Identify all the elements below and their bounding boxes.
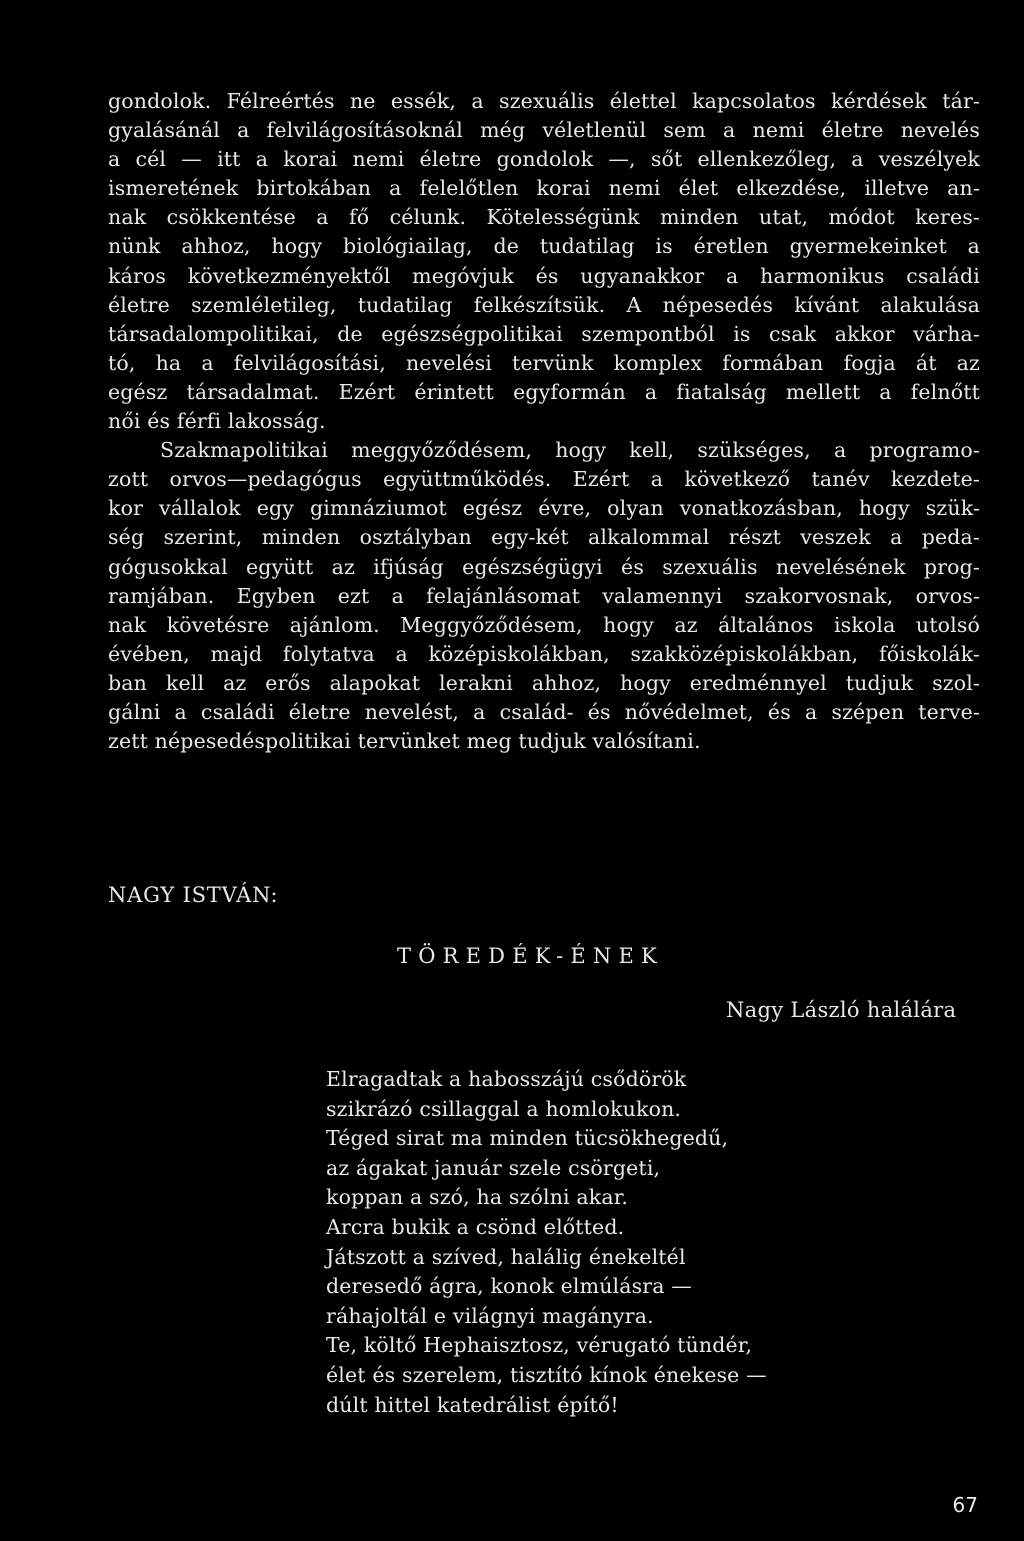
- prose-line: egész társadalmat. Ezért érintett egyformán a fiatalság mellett a felnőtt: [108, 379, 980, 404]
- poem-line: Téged sirat ma minden tücsökhegedű,: [326, 1126, 729, 1151]
- poem-line: Elragadtak a habosszájú csődörök: [326, 1067, 687, 1091]
- prose-line: társadalompolitikai, de egészségpolitikai szempontból is csak akkor várha-: [108, 321, 980, 346]
- prose-line: zett népesedéspolitikai tervünket meg tudjuk valósítani.: [108, 729, 701, 754]
- poem-title: TÖREDÉK-ÉNEK: [397, 944, 664, 968]
- prose-line: ség szerint, minden osztályban egy-két alkalommal részt veszek a peda-: [108, 525, 980, 550]
- poem-line: deresedő ágra, konok elmúlásra —: [326, 1274, 692, 1299]
- prose-line: a cél — itt a korai nemi életre gondolok —, sőt ellenkezőleg, a veszélyek: [108, 147, 980, 172]
- prose-line: nak csökkentése a fő célunk. Kötelességünk minden utat, módot keres-: [108, 205, 980, 230]
- prose-line: tó, ha a felvilágosítási, nevelési tervünk komplex formában fogja át az: [108, 350, 980, 375]
- poem-line: ráhajoltál e világnyi magányra.: [326, 1303, 654, 1328]
- prose-line: évében, majd folytatva a középiskolákban, szakközépiskolákban, főiskolák-: [108, 641, 980, 666]
- poem-dedication: Nagy László halálára: [726, 998, 957, 1022]
- prose-line: nünk ahhoz, hogy biológiailag, de tudatilag is éretlen gyermekeinket a: [108, 234, 980, 259]
- prose-text: [108, 87, 980, 756]
- prose-line: Szakmapolitikai meggyőződésem, hogy kell, szükséges, a programo-: [160, 438, 980, 463]
- prose-line: kor vállalok egy gimnáziumot egész évre, olyan vonatkozásban, hogy szük-: [108, 496, 980, 521]
- poem-line: Arcra bukik a csönd előtted.: [326, 1214, 625, 1239]
- poem-line: élet és szerelem, tisztító kínok énekese —: [326, 1362, 767, 1387]
- prose-line: ban kell az erős alapokat lerakni ahhoz, hogy eredménnyel tudjuk szol-: [108, 670, 980, 695]
- prose-line: gondolok. Félreértés ne essék, a szexuális élettel kapcsolatos kérdések tár-: [108, 89, 980, 113]
- prose-line: gyalásánál a felvilágosításoknál még véletlenül sem a nemi életre nevelés: [108, 118, 980, 143]
- poem-line: koppan a szó, ha szólni akar.: [326, 1185, 629, 1210]
- prose-line: ismeretének birtokában a felelőtlen korai nemi élet elkezdése, illetve an-: [108, 176, 980, 201]
- poem-line: dúlt hittel katedrálist építő!: [326, 1392, 619, 1417]
- poem-line: szikrázó csillaggal a homlokukon.: [326, 1096, 682, 1121]
- prose-line: káros következményektől megóvjuk és ugyanakkor a harmonikus családi: [108, 263, 980, 288]
- poem-body: [326, 1065, 886, 1420]
- prose-line: nak követésre ajánlom. Meggyőződésem, hogy az általános iskola utolsó: [108, 612, 980, 637]
- poem-author: NAGY ISTVÁN:: [108, 883, 279, 907]
- prose-line: gógusokkal együtt az ifjúság egészségügyi és szexuális nevelésének prog-: [108, 554, 980, 579]
- poem-line: Te, költő Hephaisztosz, vérugató tündér,: [326, 1333, 753, 1358]
- prose-line: női és férfi lakosság.: [108, 409, 326, 434]
- poem-line: az ágakat január szele csörgeti,: [326, 1155, 661, 1180]
- prose-line: gálni a családi életre nevelést, a család- és nővédelmet, és a szépen terve-: [108, 699, 980, 724]
- poem-line: Játszott a szíved, halálig énekeltél: [326, 1244, 686, 1269]
- prose-line: zott orvos—pedagógus együttműködés. Ezért a következő tanév kezdete-: [108, 467, 980, 492]
- prose-line: ramjában. Egyben ezt a felajánlásomat valamennyi szakorvosnak, orvos-: [108, 583, 980, 608]
- prose-line: életre szemléletileg, tudatilag felkészítsük. A népesedés kívánt alakulása: [108, 292, 980, 317]
- page-number: 67: [952, 1493, 978, 1517]
